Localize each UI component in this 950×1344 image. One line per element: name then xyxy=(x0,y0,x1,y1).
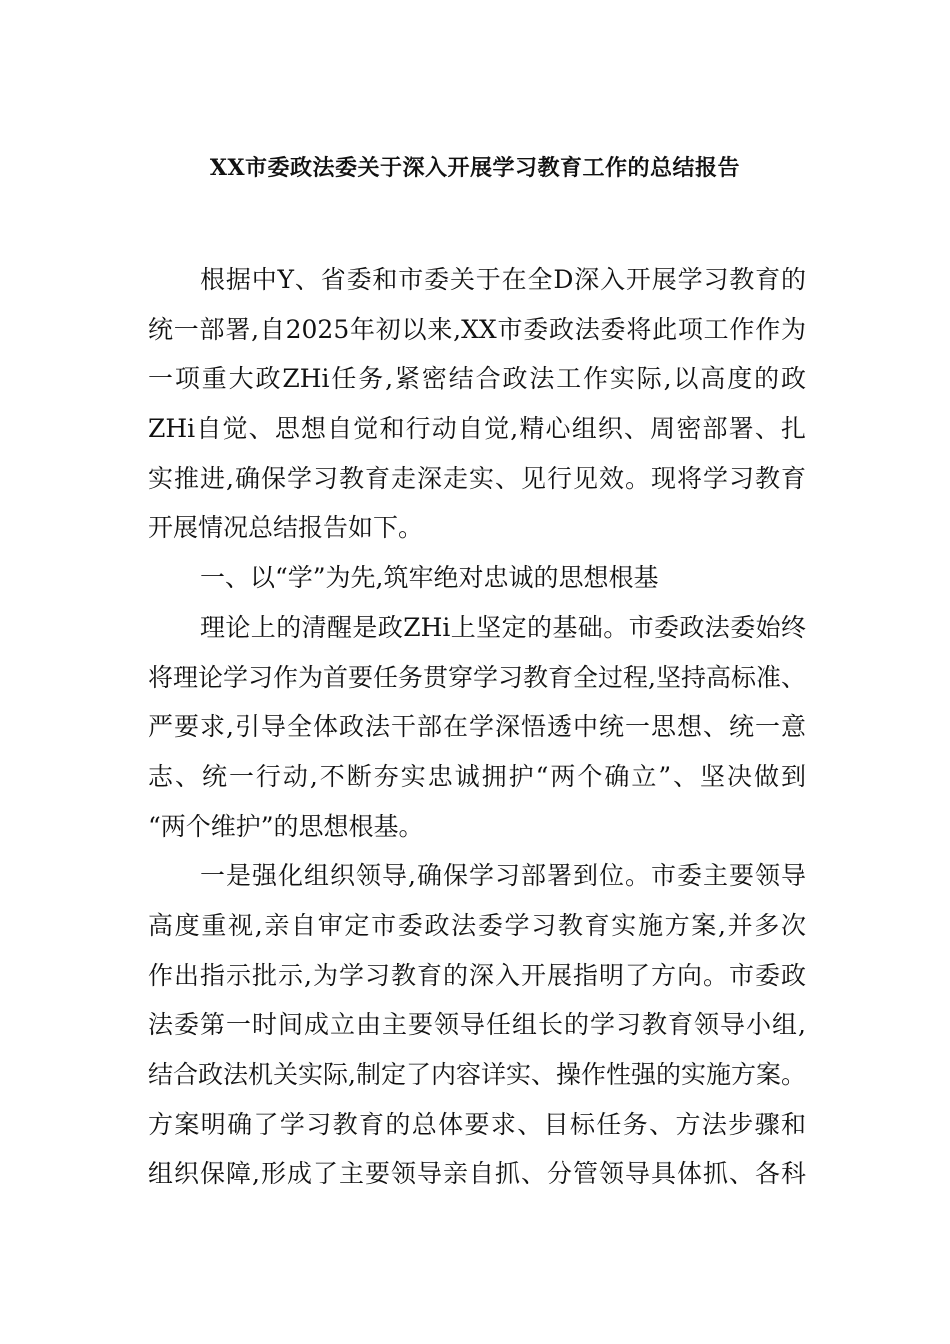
paragraph-line: 严要求,引导全体政法干部在学深悟透中统一思想、统一意 xyxy=(148,712,806,742)
document-body xyxy=(148,255,806,1199)
paragraph-line: 一是强化组织领导,确保学习部署到位。市委主要领导 xyxy=(200,861,806,891)
paragraph-line: 统一部署,自2025年初以来,XX市委政法委将此项工作作为 xyxy=(148,314,806,344)
paragraph-line: 组织保障,形成了主要领导亲自抓、分管领导具体抓、各科 xyxy=(148,1159,806,1189)
paragraph-line: “两个维护”的思想根基。 xyxy=(148,811,424,841)
paragraph-line: 高度重视,亲自审定市委政法委学习教育实施方案,并多次 xyxy=(148,910,806,940)
paragraph-line: 结合政法机关实际,制定了内容详实、操作性强的实施方案。 xyxy=(148,1060,806,1089)
paragraph-line: 方案明确了学习教育的总体要求、目标任务、方法步骤和 xyxy=(148,1109,806,1139)
paragraph-line: ZHi自觉、思想自觉和行动自觉,精心组织、周密部署、扎 xyxy=(148,414,806,444)
paragraph-line: 一项重大政ZHi任务,紧密结合政法工作实际,以高度的政 xyxy=(148,364,806,394)
section-heading: 一、以“学”为先,筑牢绝对忠诚的思想根基 xyxy=(200,563,659,593)
paragraph-line: 志、统一行动,不断夯实忠诚拥护“两个确立”、坚决做到 xyxy=(148,761,806,791)
paragraph-line: 理论上的清醒是政ZHi上坚定的基础。市委政法委始终 xyxy=(200,612,806,642)
paragraph-line: 作出指示批示,为学习教育的深入开展指明了方向。市委政 xyxy=(148,960,806,990)
paragraph-line: 实推进,确保学习教育走深走实、见行见效。现将学习教育 xyxy=(148,463,806,493)
paragraph-line: 法委第一时间成立由主要领导任组长的学习教育领导小组, xyxy=(148,1010,806,1040)
paragraph-line: 将理论学习作为首要任务贯穿学习教育全过程,坚持高标准、 xyxy=(148,662,806,692)
paragraph-line: 开展情况总结报告如下。 xyxy=(148,513,424,543)
document-title: XX市委政法委关于深入开展学习教育工作的总结报告 xyxy=(209,155,741,181)
paragraph-line: 根据中Y、省委和市委关于在全D深入开展学习教育的 xyxy=(200,265,806,294)
